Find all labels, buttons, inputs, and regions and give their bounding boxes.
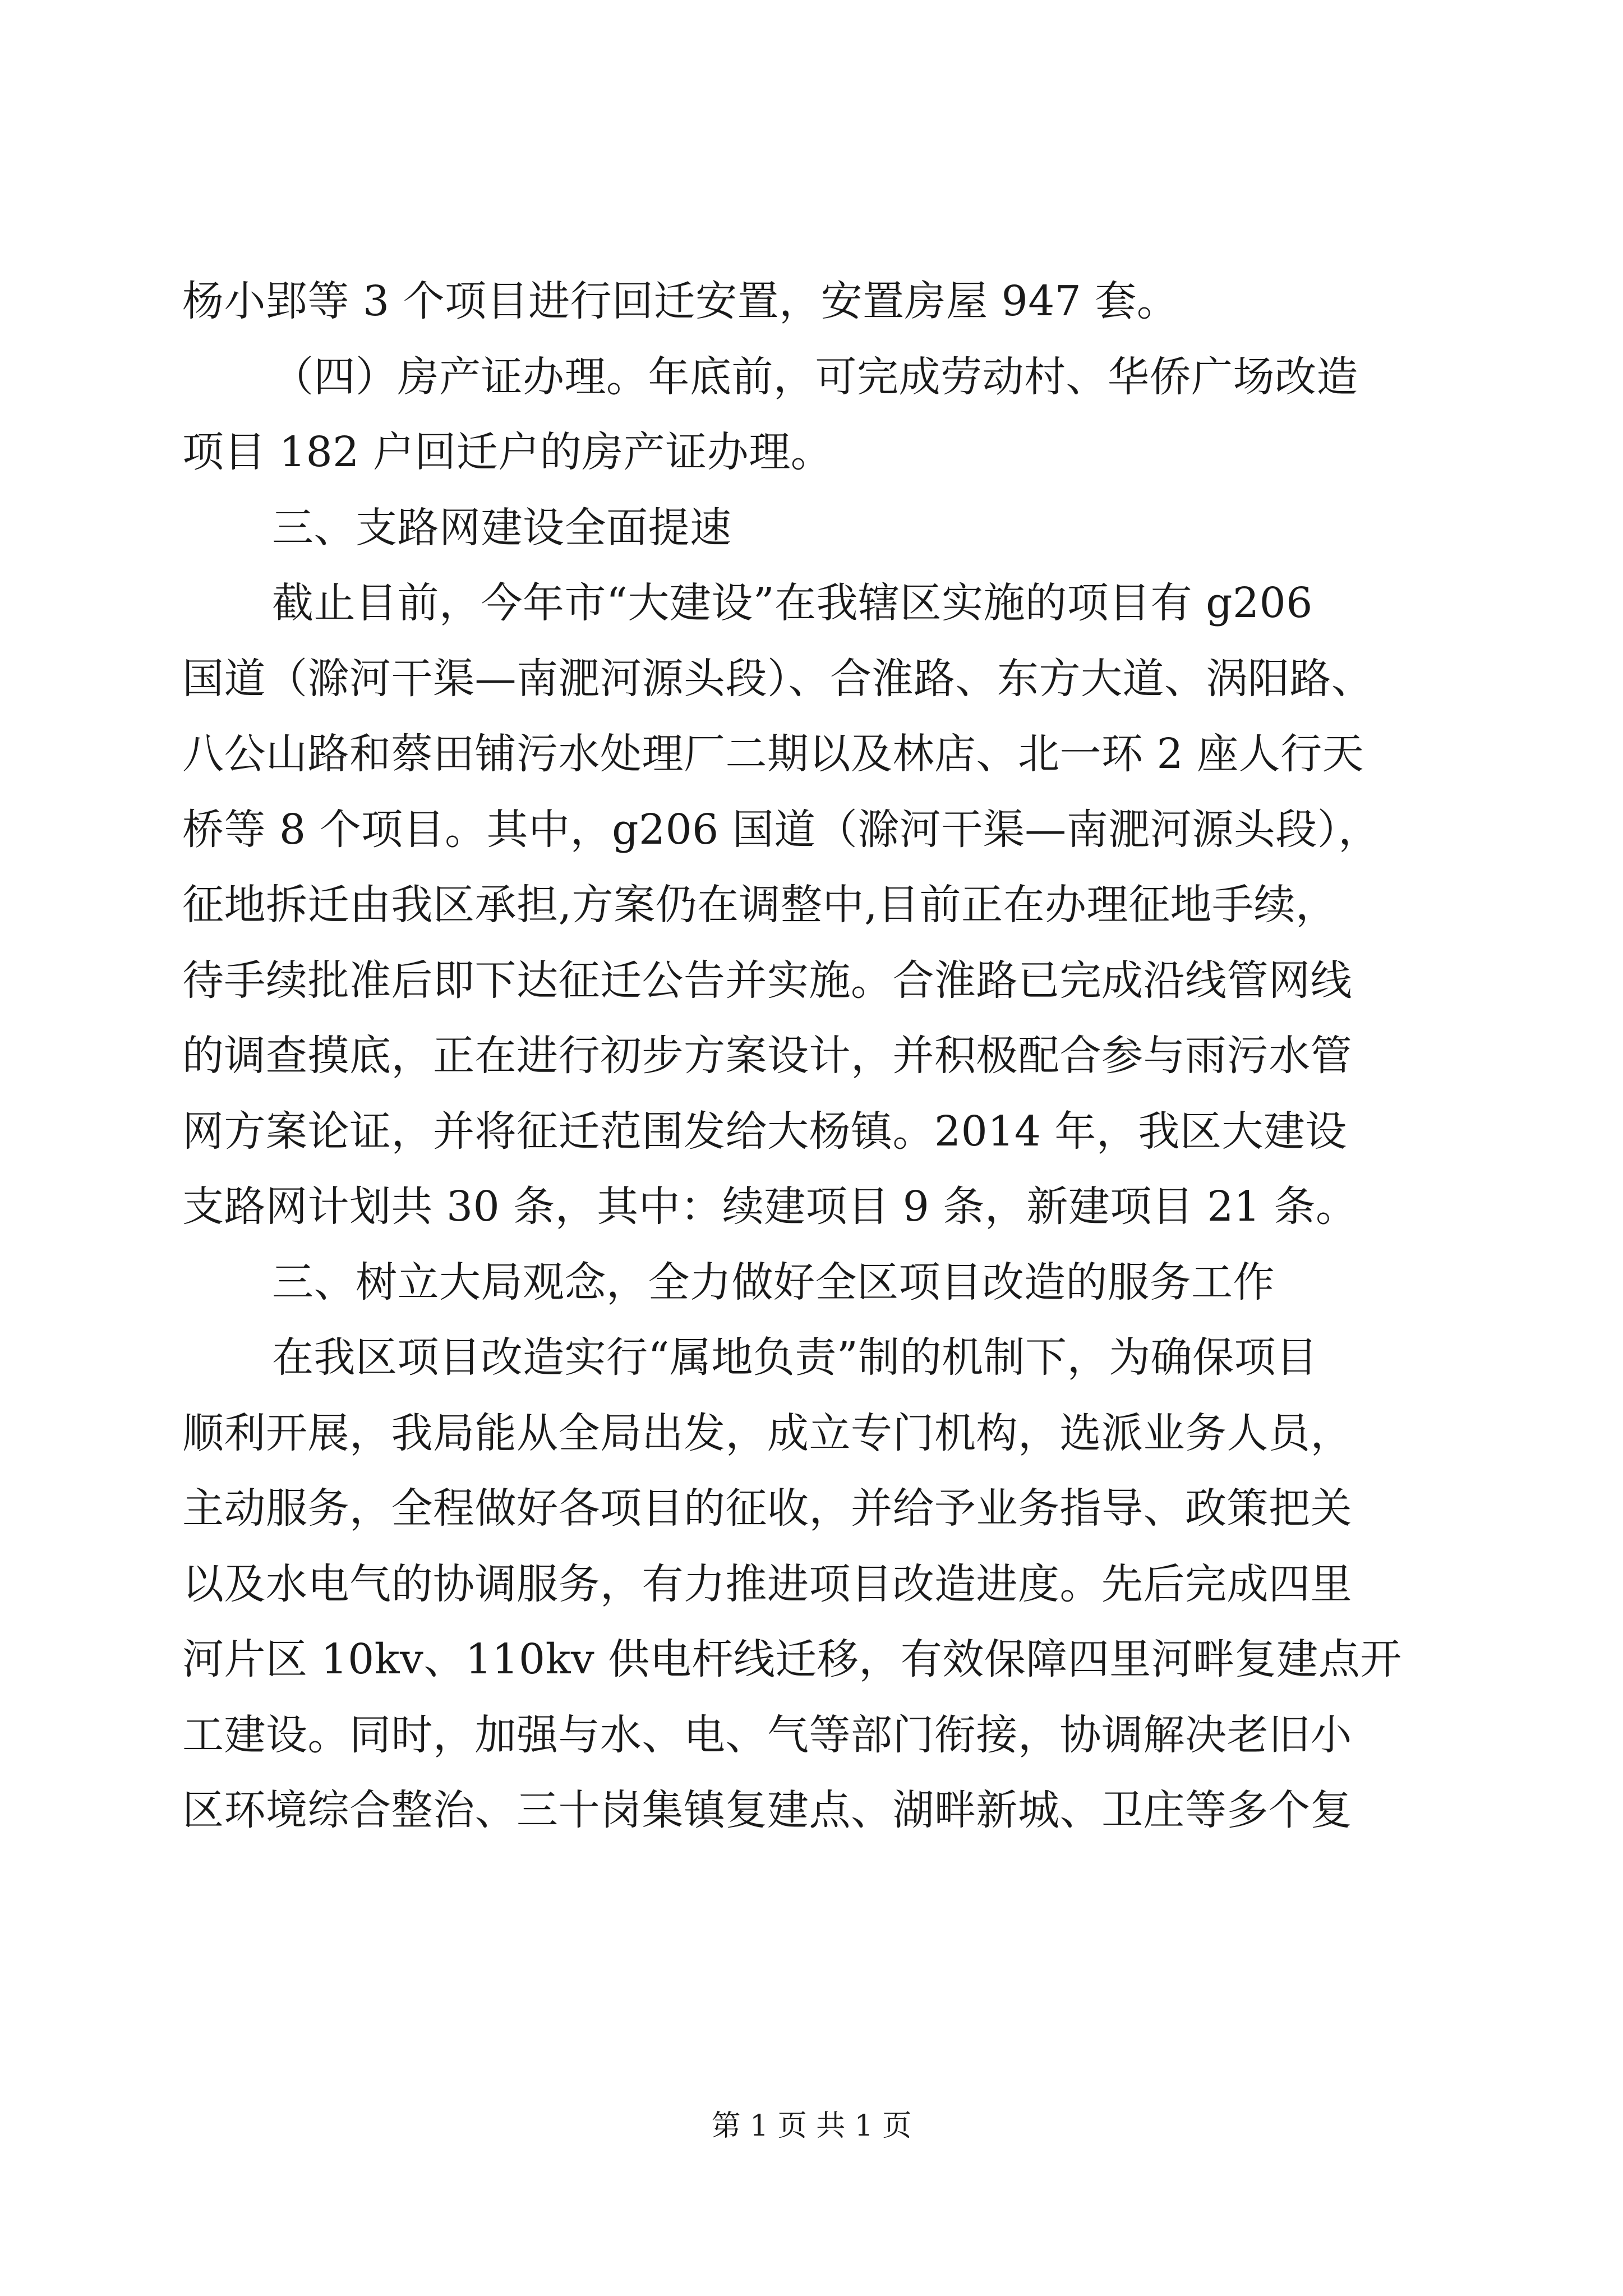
text-line: 项目 182 户回迁户的房产证办理。 <box>182 428 833 476</box>
text-line: 主动服务，全程做好各项目的征收，并给予业务指导、政策把关 <box>182 1484 1352 1533</box>
text-line: 杨小郢等 3 个项目进行回迁安置，安置房屋 947 套。 <box>182 277 1179 325</box>
paragraph-first-line: （四）房产证办理。年底前，可完成劳动村、华侨广场改造 <box>272 352 1358 401</box>
text-line: 支路网计划共 30 条，其中：续建项目 9 条，新建项目 21 条。 <box>182 1182 1358 1231</box>
text-line: 以及水电气的协调服务，有力推进项目改造进度。先后完成四里 <box>182 1559 1352 1608</box>
text-line: 顺利开展，我局能从全局出发，成立专门机构，选派业务人员， <box>182 1409 1352 1457</box>
text-line: 征地拆迁由我区承担,方案仍在调整中,目前正在办理征地手续， <box>182 881 1338 929</box>
paragraph-first-line: 截止目前，今年市“大建设”在我辖区实施的项目有 g206 <box>272 579 1313 627</box>
text-line: 河片区 10kv、110kv 供电杆线迁移，有效保障四里河畔复建点开 <box>182 1635 1402 1683</box>
page-number: 第 1 页 共 1 页 <box>711 2109 912 2143</box>
text-line: 八公山路和蔡田铺污水处理厂二期以及林店、北一环 2 座人行天 <box>182 730 1364 778</box>
section-heading: 三、树立大局观念，全力做好全区项目改造的服务工作 <box>272 1258 1275 1306</box>
text-line: 网方案论证，并将征迁范围发给大杨镇。2014 年，我区大建设 <box>182 1107 1347 1156</box>
text-line: 桥等 8 个项目。其中，g206 国道（滁河干渠—南淝河源头段）， <box>182 805 1380 854</box>
text-line: 工建设。同时，加强与水、电、气等部门衔接，协调解决老旧小 <box>182 1710 1352 1759</box>
text-line: 的调查摸底，正在进行初步方案设计，并积极配合参与雨污水管 <box>182 1032 1352 1080</box>
text-line: 区环境综合整治、三十岗集镇复建点、湖畔新城、卫庄等多个复 <box>182 1786 1352 1834</box>
section-heading: 三、支路网建设全面提速 <box>272 503 732 552</box>
document-body <box>182 264 1438 1848</box>
text-line: 待手续批准后即下达征迁公告并实施。合淮路已完成沿线管网线 <box>182 956 1352 1005</box>
text-line: 国道（滁河干渠—南淝河源头段）、合淮路、东方大道、涡阳路、 <box>182 654 1373 703</box>
page-footer <box>0 2106 1623 2146</box>
paragraph-first-line: 在我区项目改造实行“属地负责”制的机制下，为确保项目 <box>272 1333 1318 1382</box>
